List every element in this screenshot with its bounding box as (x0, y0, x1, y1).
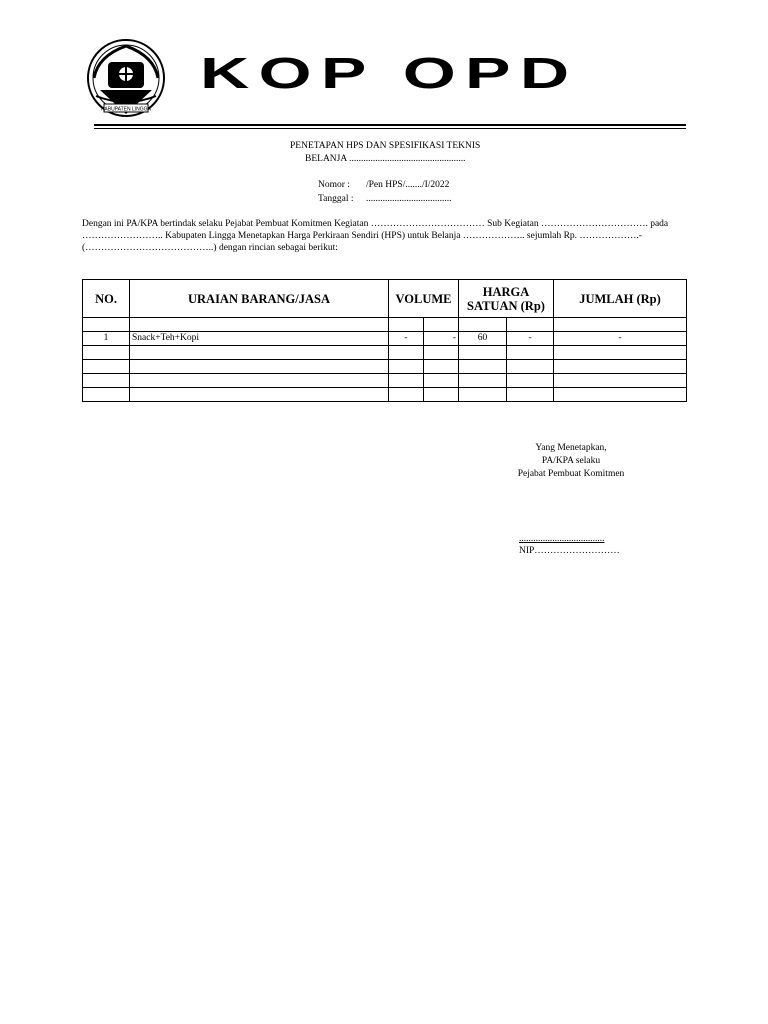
header-rule-thin (94, 128, 686, 129)
table-row (83, 318, 687, 332)
table-cell (507, 346, 554, 360)
cell-jumlah: - (554, 332, 687, 346)
table-cell (459, 318, 507, 332)
letterhead-title: KOP OPD (200, 49, 579, 98)
table-cell (389, 346, 424, 360)
hps-table (82, 279, 687, 402)
table-cell (130, 360, 389, 374)
table-cell (507, 374, 554, 388)
table-cell (554, 374, 687, 388)
table-cell (389, 374, 424, 388)
header-rule-thick (94, 124, 686, 126)
header-harga-satuan: HARGA SATUAN (Rp) (459, 280, 554, 318)
table-cell (130, 374, 389, 388)
table-cell (83, 388, 130, 402)
signature-line1: Yang Menetapkan, (535, 443, 607, 453)
table-cell (554, 318, 687, 332)
paragraph-line3: (…………………………………..) dengan rincian sebagai berikut: (82, 243, 338, 253)
table-cell (130, 346, 389, 360)
nomor-label: Nomor : (318, 180, 350, 190)
table-cell (83, 360, 130, 374)
regency-emblem-logo (86, 38, 166, 120)
paragraph-line1: Dengan ini PA/KPA bertindak selaku Pejabat Pembuat Komitmen Kegiatan ……………………………… Sub Kegiatan ……………………………. pada (82, 219, 669, 229)
signature-line3: Pejabat Pembuat Komitmen (517, 469, 625, 479)
table-cell (130, 318, 389, 332)
table-cell (424, 346, 459, 360)
cell-volume-qty: - (389, 332, 424, 346)
cell-no: 1 (83, 332, 130, 346)
table-cell (507, 318, 554, 332)
table-cell (389, 360, 424, 374)
table-cell (83, 374, 130, 388)
table-cell (459, 388, 507, 402)
table-cell (424, 374, 459, 388)
table-cell (389, 388, 424, 402)
tanggal-label: Tanggal : (318, 194, 354, 204)
table-row (83, 360, 687, 374)
tanggal-value: .................................... (366, 194, 452, 204)
table-cell (459, 346, 507, 360)
doc-title-line2: BELANJA ................................................. (305, 154, 466, 164)
table-cell (554, 388, 687, 402)
header-volume: VOLUME (389, 280, 459, 318)
table-cell (83, 318, 130, 332)
signature-line2: PA/KPA selaku (541, 456, 601, 466)
logo-banner-text: KABUPATEN LINGGA (101, 106, 151, 113)
signature-nip: NIP……………………… (519, 546, 620, 556)
table-cell (507, 360, 554, 374)
table-cell (424, 360, 459, 374)
table-row (83, 388, 687, 402)
table-cell (507, 388, 554, 402)
table-row (83, 374, 687, 388)
table-cell (459, 360, 507, 374)
paragraph-line2: …………………….. Kabupaten Lingga Menetapkan Harga Perkiraan Sendiri (HPS) untuk Belanja ……………….. sejumlah Rp. ……………….- (82, 231, 642, 241)
cell-harga: 60 (459, 332, 507, 346)
table-row (83, 332, 687, 346)
doc-title-line1: PENETAPAN HPS DAN SPESIFIKASI TEKNIS (290, 141, 481, 151)
table-cell (130, 388, 389, 402)
table-cell (424, 388, 459, 402)
table-cell (459, 374, 507, 388)
header-uraian: URAIAN BARANG/JASA (130, 280, 389, 318)
nomor-value: /Pen HPS/......./I/2022 (366, 180, 450, 190)
table-cell (554, 346, 687, 360)
cell-volume-unit: - (424, 332, 459, 346)
table-row (83, 346, 687, 360)
signature-name: .................................... (519, 534, 605, 544)
header-no: NO. (83, 280, 130, 318)
table-header-row (83, 280, 687, 318)
table-cell (424, 318, 459, 332)
cell-uraian: Snack+Teh+Kopi (130, 332, 389, 346)
header-jumlah: JUMLAH (Rp) (554, 280, 687, 318)
table-cell (389, 318, 424, 332)
table-cell (83, 346, 130, 360)
table-cell (554, 360, 687, 374)
cell-harga-unit: - (507, 332, 554, 346)
